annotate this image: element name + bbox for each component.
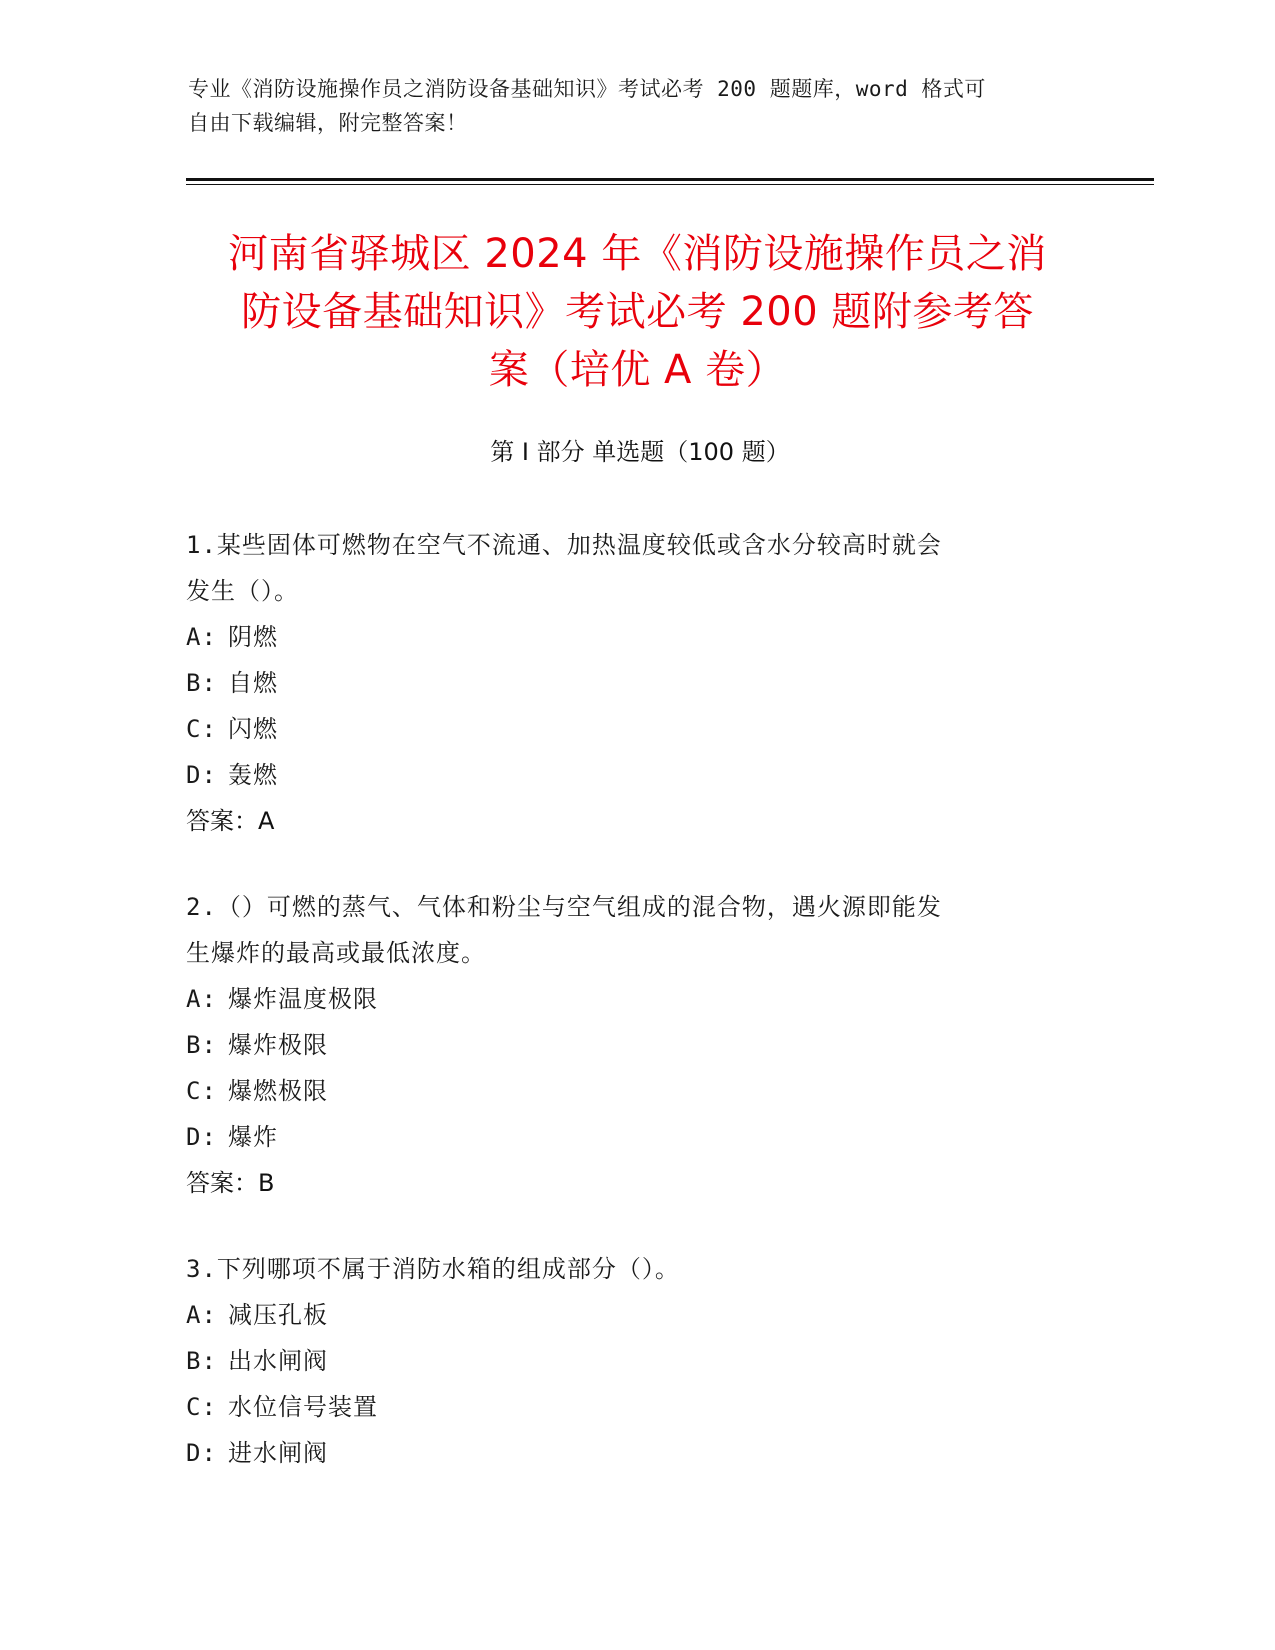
- option-key: C:: [186, 715, 217, 743]
- section-heading: 第 I 部分 单选题（100 题）: [490, 438, 790, 466]
- option-text: 出水闸阀: [228, 1347, 328, 1375]
- answer-line: 答案：A: [186, 807, 275, 835]
- option-d: [186, 1114, 1066, 1160]
- question-1: [186, 522, 1066, 844]
- header-note-line-2: 自由下载编辑，附完整答案！: [188, 111, 468, 135]
- option-key: C:: [186, 1077, 217, 1105]
- header-note: [188, 72, 1068, 140]
- answer-line: 答案：B: [186, 1169, 275, 1197]
- option-key: D:: [186, 1439, 217, 1467]
- question-stem: 2.（）可燃的蒸气、气体和粉尘与空气组成的混合物，遇火源即能发: [186, 893, 942, 921]
- option-d: [186, 1430, 1066, 1476]
- option-a: [186, 976, 1066, 1022]
- option-key: D:: [186, 1123, 217, 1151]
- option-text: 爆炸温度极限: [228, 985, 378, 1013]
- option-d: [186, 752, 1066, 798]
- option-text: 阴燃: [228, 623, 278, 651]
- option-key: B:: [186, 1031, 217, 1059]
- option-text: 闪燃: [228, 715, 278, 743]
- title-line-3: 案（培优 A 卷）: [488, 347, 787, 393]
- question-stem-continued: 发生（）。: [186, 577, 299, 605]
- question-stem: 1.某些固体可燃物在空气不流通、加热温度较低或含水分较高时就会: [186, 531, 942, 559]
- header-note-line-1: 专业《消防设施操作员之消防设备基础知识》考试必考 200 题题库，word 格式可: [188, 77, 986, 101]
- header-divider-thin: [186, 184, 1154, 185]
- option-c: [186, 706, 1066, 752]
- question-stem-continued: 生爆炸的最高或最低浓度。: [186, 939, 486, 967]
- title-line-1: 河南省驿城区 2024 年《消防设施操作员之消: [228, 231, 1047, 277]
- option-b: [186, 660, 1066, 706]
- option-text: 进水闸阀: [228, 1439, 328, 1467]
- document-title: [170, 225, 1105, 399]
- option-key: A:: [186, 1301, 217, 1329]
- option-a: [186, 614, 1066, 660]
- option-text: 减压孔板: [228, 1301, 328, 1329]
- option-key: A:: [186, 985, 217, 1013]
- option-text: 自燃: [228, 669, 278, 697]
- option-key: B:: [186, 669, 217, 697]
- option-c: [186, 1068, 1066, 1114]
- option-text: 爆炸: [228, 1123, 278, 1151]
- question-2: [186, 884, 1066, 1206]
- option-key: A:: [186, 623, 217, 651]
- title-line-2: 防设备基础知识》考试必考 200 题附参考答: [241, 289, 1034, 335]
- option-key: B:: [186, 1347, 217, 1375]
- option-b: [186, 1022, 1066, 1068]
- question-list: [186, 522, 1066, 1516]
- option-text: 爆炸极限: [228, 1031, 328, 1059]
- header-divider-thick: [186, 178, 1154, 181]
- option-text: 水位信号装置: [228, 1393, 378, 1421]
- option-c: [186, 1384, 1066, 1430]
- option-text: 轰燃: [228, 761, 278, 789]
- option-text: 爆燃极限: [228, 1077, 328, 1105]
- option-key: C:: [186, 1393, 217, 1421]
- question-stem: 3.下列哪项不属于消防水箱的组成部分（）。: [186, 1255, 680, 1283]
- option-b: [186, 1338, 1066, 1384]
- option-a: [186, 1292, 1066, 1338]
- question-3: [186, 1246, 1066, 1476]
- option-key: D:: [186, 761, 217, 789]
